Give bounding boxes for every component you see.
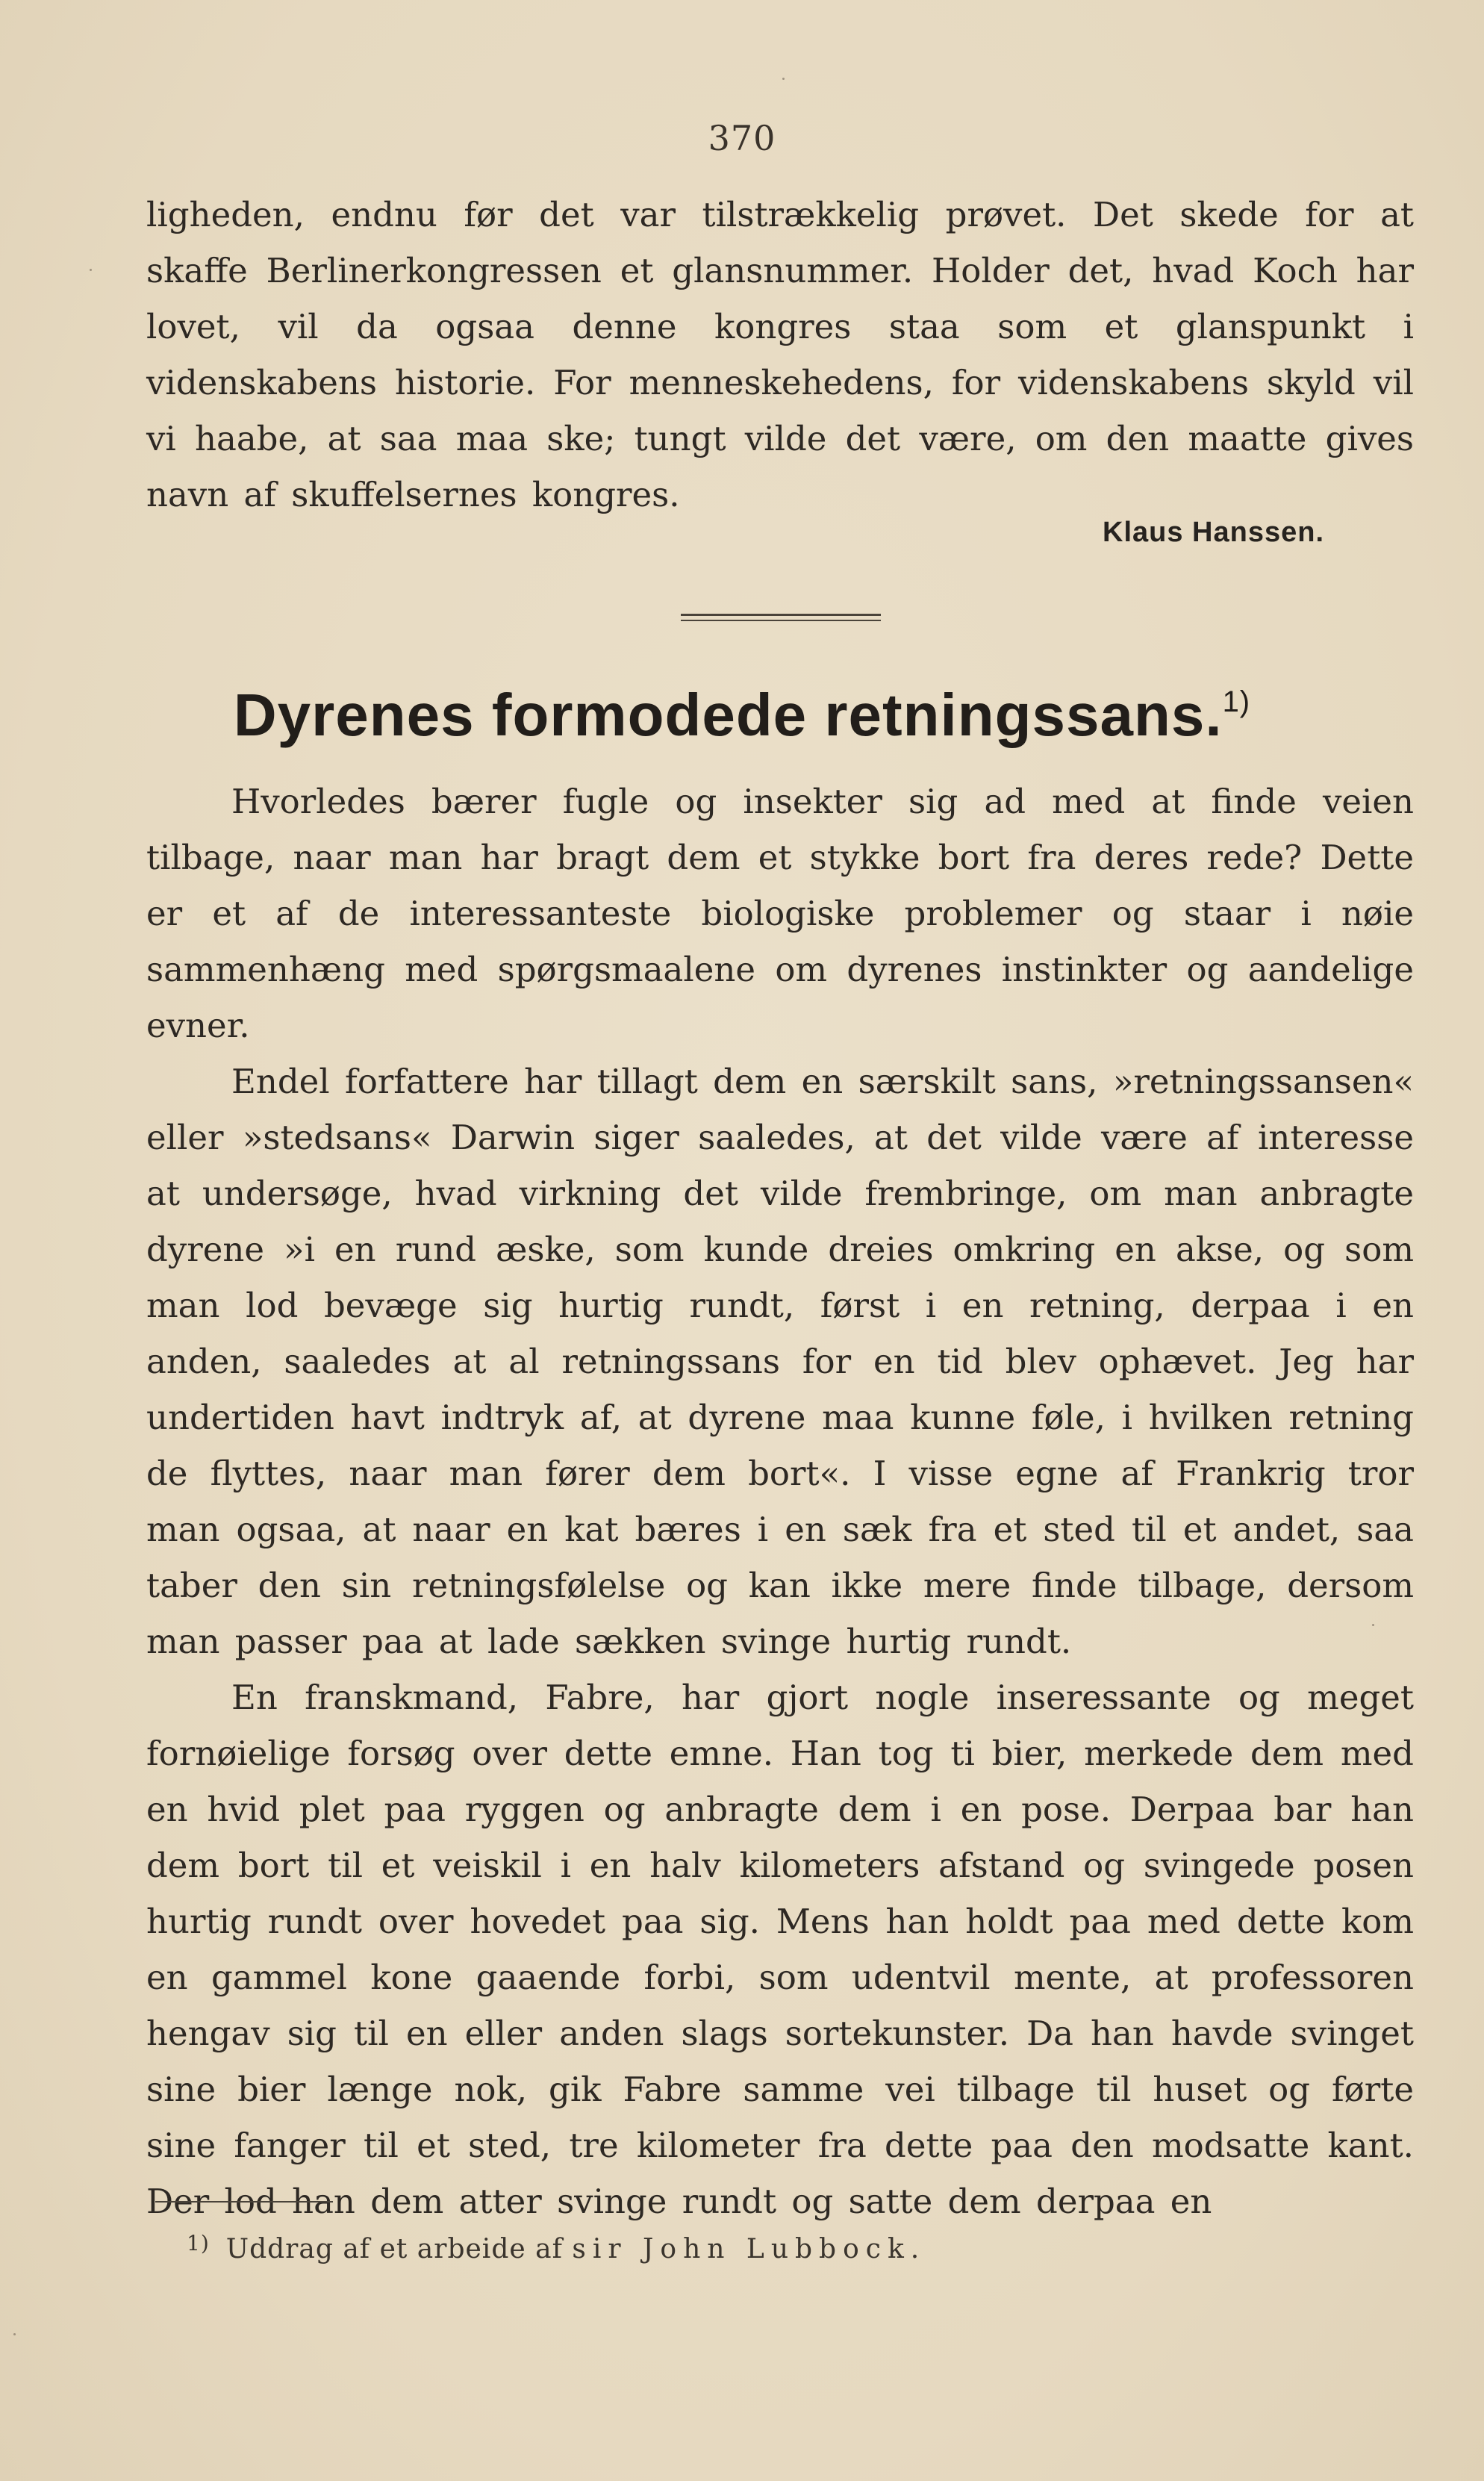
paragraph-ending: ligheden, endnu før det var tilstrækkelig prøvet. Det skede for at skaffe Berlinerkongressen et glansnummer. Holder det, hvad Koch har lovet, vil da ogsaa denne kongres staa som et glanspunkt i videnskabens historie. For menneskehedens, for videnskabens skyld vil vi haabe, at saa maa ske; tungt vilde det være, om den maatte gives navn af skuffelsernes kongres. [146,195,1414,514]
paper-speck [782,78,785,80]
author-signature: Klaus Hanssen. [1103,517,1324,548]
footnote [187,2231,926,2264]
article-body [146,773,1414,2229]
paragraph-1: Hvorledes bærer fugle og insekter sig ad med at finde veien tilbage, naar man har bragt dem et stykke bort fra deres rede? Dette er et af de interessanteste biologiske problemer og staar i nøie sammenhæng med spørgsmaalene om dyrenes instinkter og aandelige evner. [146,782,1414,1045]
paragraph-2: Endel forfattere har tillagt dem en særskilt sans, »retningssansen« eller »stedsans« Darwin siger saaledes, at det vilde være af interesse at undersøge, hvad virkning det vilde frembringe, om man anbragte dyrene »i en rund æske, som kunde dreies omkring en akse, og som man lod bevæge sig hurtig rundt, først i en retning, derpaa i en anden, saaledes at al retningssans for en tid blev ophævet. Jeg har undertiden havt indtryk af, at dyrene maa kunne føle, i hvilken retning de flyttes, naar man fører dem bort«. I visse egne af Frankrig tror man ogsaa, at naar en kat bæres i en sæk fra et sted til et andet, saa taber den sin retningsfølelse og kan ikke mere finde tilbage, dersom man passer paa at lade sækken svinge hurtig rundt. [146,1062,1414,1661]
paper-speck [1372,1624,1374,1626]
paragraph-3: En franskmand, Fabre, har gjort nogle inseressante og meget fornøielige forsøg over dette emne. Han tog ti bier, merkede dem med en hvid plet paa ryggen og anbragte dem i en pose. Derpaa bar han dem bort til et veiskil i en halv kilometers afstand og svingede posen hurtig rundt over hovedet paa sig. Mens han holdt paa med dette kom en gammel kone gaaende forbi, som udentvil mente, at professoren hengav sig til en eller anden slags sortekunster. Da han havde svinget sine bier længe nok, gik Fabre samme vei tilbage til huset og førte sine fanger til et sted, tre kilometer fra dette paa den modsatte kant. Der lod han dem atter svinge rundt og satte dem derpaa en [146,1678,1414,2221]
paper-speck [90,269,92,271]
title-footnote-mark: 1) [1222,685,1251,719]
article-ending [146,187,1414,523]
article-title [0,681,1484,750]
footnote-rule [155,2201,333,2203]
paper-speck [13,2333,16,2335]
footnote-author: sir John Lubbock. [572,2234,926,2264]
article-title-text: Dyrenes formodede retningssans. [233,682,1223,748]
footnote-mark: 1) [187,2231,210,2256]
section-divider [681,614,881,621]
footnote-text: Uddrag af et arbeide af [225,2234,563,2264]
page-number: 370 [708,118,776,158]
